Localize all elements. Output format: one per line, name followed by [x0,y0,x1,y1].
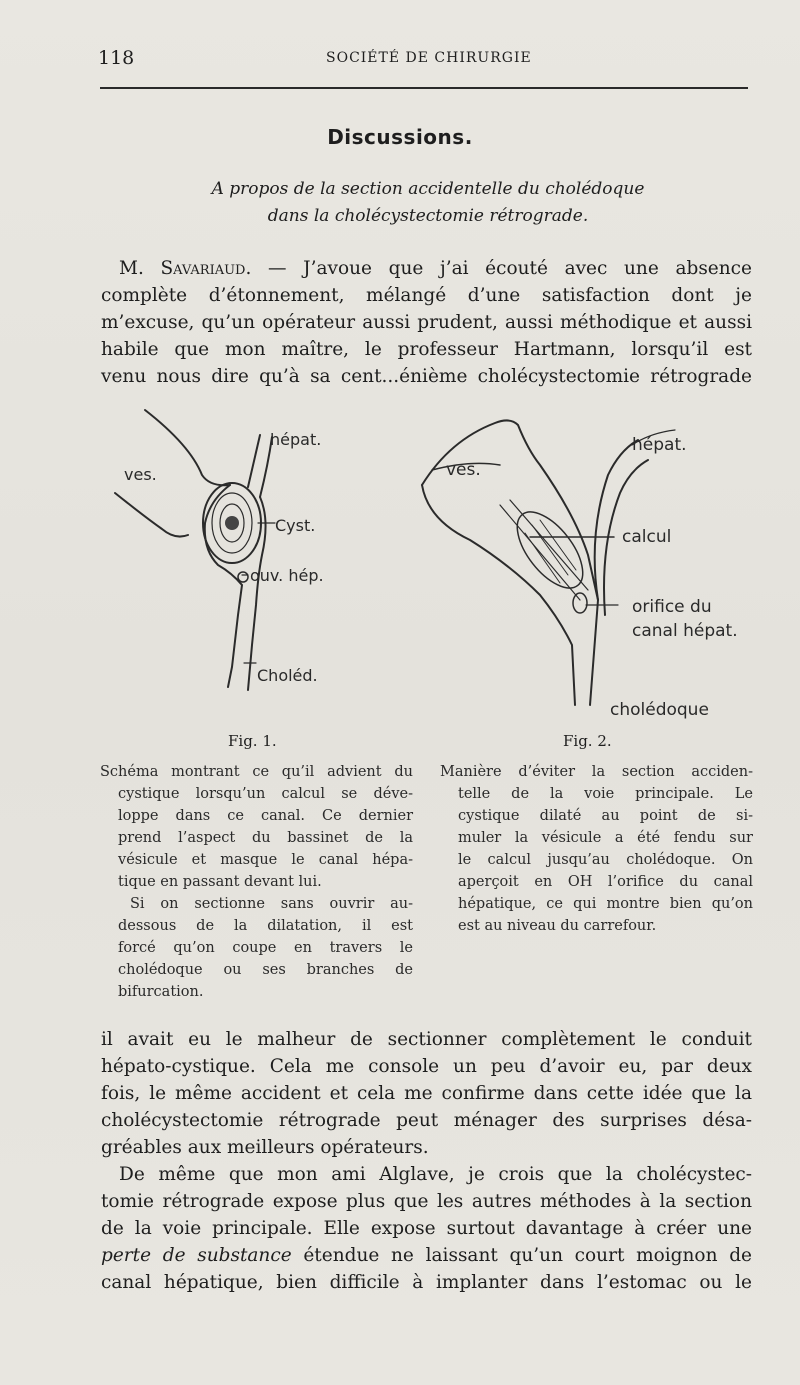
figure-2-diagram [410,405,790,725]
fig1-vesicle-lower-wall [115,493,188,537]
fig1-caption-line: loppe dans ce canal. Ce dernier [118,808,413,824]
fig1-label-ves: ves. [124,465,157,484]
body-line-7: tomie rétrograde expose plus que les autres méthodes à la section [101,1191,752,1212]
figure-1-diagram [110,405,370,705]
subtitle-line-1: A propos de la section accidentelle du cholédoque [211,179,645,199]
header-rule [100,87,748,89]
fig1-vesicle-upper-wall [145,410,230,485]
section-title: Discussions. [327,125,473,149]
body-line-4: cholécystectomie rétrograde peut ménager des surprises désa- [101,1110,752,1131]
fig1-label-choled: Choléd. [257,666,318,685]
fig1-caption-line: dessous de la dilatation, il est [118,918,413,934]
intro-line-3: m’excuse, qu’un opérateur aussi prudent, aussi méthodique et aussi [101,312,752,333]
intro-line-5: venu nous dire qu’à sa cent...énième cholécystectomie rétrograde [101,366,752,387]
fig2-caption-line: aperçoit en OH l’orifice du canal [458,874,753,890]
fig2-hepatic-duct-left [595,440,638,600]
italic-phrase: perte de substance [101,1245,292,1266]
page-number: 118 [98,47,135,69]
continuation-paragraph [101,1026,752,1296]
fig2-caption-line: est au niveau du carrefour. [458,918,657,934]
body-line-9: perte de substance étendue ne laissant qu’un court moignon de [101,1245,752,1266]
fig1-hepatic-duct-left [248,435,260,487]
body-line-1: il avait eu le malheur de sectionner complètement le conduit [101,1029,752,1050]
fig1-caption-line: vésicule et masque le canal hépa- [118,852,413,868]
fig1-calculus-core [225,516,239,530]
fig1-caption-line: forcé qu’on coupe en travers le [118,940,413,956]
fig1-caption-line: cholédoque ou ses branches de [118,962,413,978]
fig2-caption-line: muler la vésicule a été fendu sur [458,830,753,846]
figure-2-label: Fig. 2. [563,732,612,750]
body-line-8: de la voie principale. Elle expose surtout davantage à créer une [101,1218,752,1239]
fig1-caption-line: prend l’aspect du bassinet de la [118,830,413,846]
fig2-caption-line: telle de la voie principale. Le [458,786,753,802]
intro-paragraph [101,255,752,390]
fig1-caption-line: Si on sectionne sans ouvrir au- [130,896,413,912]
fig1-label-cyst: Cyst. [275,516,316,535]
intro-line-2: complète d’étonnement, mélangé d’une satisfaction dont je [101,285,752,306]
fig2-vesicle-lower-wall [422,485,575,705]
body-line-3: fois, le même accident et cela me confirme dans cette idée que la [101,1083,752,1104]
fig2-label-ves: ves. [446,460,481,480]
fig2-hepatic-orifice [573,593,587,613]
fig1-label-ouv-hep: ouv. hép. [250,566,324,585]
fig1-caption-line: tique en passant devant lui. [118,874,322,890]
body-line-6: De même que mon ami Alglave, je crois que la cholécystec- [119,1164,752,1185]
fig1-duct-left-wall [205,485,242,687]
fig1-duct-right-wall [248,497,266,690]
fig2-label-orifice-2: canal hépat. [632,621,738,641]
fig2-caption-line: hépatique, ce qui montre bien qu’on [458,896,753,912]
figure-1-caption [100,761,413,1003]
running-title: SOCIÉTÉ DE CHIRURGIE [326,50,532,66]
figure-1-label: Fig. 1. [228,732,277,750]
fig2-label-orifice-1: orifice du [632,597,712,617]
fig2-caption-line: le calcul jusqu’au cholédoque. On [458,852,753,868]
fig1-label-hepat: hépat. [270,430,322,449]
body-line-10: canal hépatique, bien difficile à implanter dans l’estomac ou le [101,1272,752,1293]
fig2-label-calcul: calcul [622,527,672,547]
fig2-label-choledoque: cholédoque [610,700,709,720]
fig2-label-hepat: hépat. [632,435,687,455]
subtitle-line-2: dans la cholécystectomie rétrograde. [267,206,589,226]
body-line-5: gréables aux meilleurs opérateurs. [101,1137,429,1158]
fig2-caption-line: cystique dilaté au point de si- [458,808,753,824]
figure-2-caption [440,761,753,937]
fig1-caption-line: cystique lorsqu’un calcul se déve- [118,786,413,802]
intro-line-1: M. Savariaud. — J’avoue que j’ai écouté avec une absence [119,258,752,279]
fig1-caption-line: Schéma montrant ce qu’il advient du [100,764,413,780]
intro-line-4: habile que mon maître, le professeur Hartmann, lorsqu’il est [101,339,752,360]
speaker-name: M. Savariaud. [119,258,252,279]
fig2-caption-line: Manière d’éviter la section acciden- [440,764,753,780]
body-line-2: hépato-cystique. Cela me console un peu d’avoir eu, par deux [101,1056,752,1077]
fig1-caption-line: bifurcation. [118,984,204,1000]
